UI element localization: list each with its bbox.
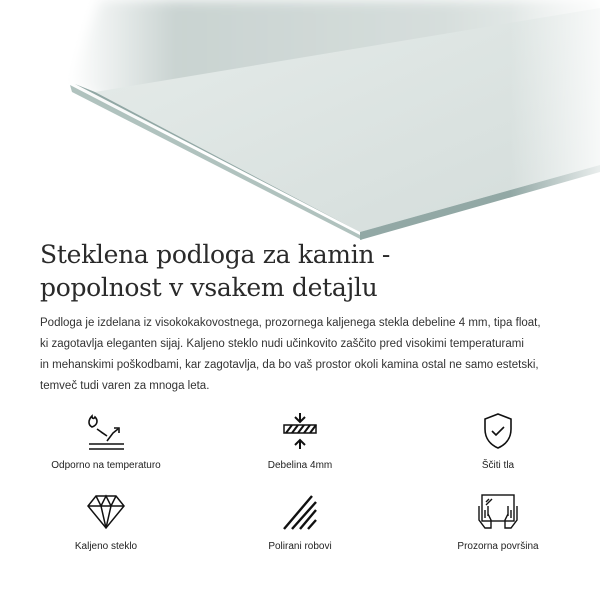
description: [40, 313, 580, 397]
feature-label: Prozorna površina: [457, 541, 539, 552]
feature-transparent-surface: [398, 492, 598, 552]
hands-glass-icon: [476, 492, 520, 532]
description-line: in mehanskimi poškodbami, kar zagotavlja, da bo vaš prostor okoli kamina ostal ne samo estetski,: [40, 359, 539, 371]
description-line: temveč tudi varen za mnoga leta.: [40, 380, 210, 392]
feature-label: Polirani robovi: [268, 541, 332, 552]
description-line: ki zagotavlja eleganten sijaj. Kaljeno steklo nudi učinkovito zaščito pred visokimi temperaturami: [40, 338, 524, 350]
title-line: Steklena podloga za kamin -: [40, 240, 390, 269]
title-line: popolnost v vsakem detajlu: [40, 273, 378, 302]
page-title: [40, 238, 390, 304]
shield-check-icon: [476, 411, 520, 451]
feature-label: Ščiti tla: [481, 460, 515, 471]
thickness-icon: [278, 411, 322, 451]
feature-label: Debelina 4mm: [267, 460, 333, 471]
feature-tempered-glass: [6, 492, 206, 552]
feature-label: Kaljeno steklo: [74, 541, 138, 552]
feature-thickness: [200, 411, 400, 471]
description-line: Podloga je izdelana iz visokokakovostnega, prozornega kaljenega stekla debeline 4 mm, tipa float,: [40, 317, 541, 329]
flame-deflect-icon: [84, 411, 128, 451]
feature-label: Odporno na temperaturo: [51, 460, 161, 471]
feature-temperature: [6, 411, 206, 471]
feature-protects-floor: [398, 411, 598, 471]
polished-edges-icon: [278, 492, 322, 532]
glass-plate-image: [0, 0, 600, 240]
feature-polished-edges: [200, 492, 400, 552]
diamond-icon: [84, 492, 128, 532]
